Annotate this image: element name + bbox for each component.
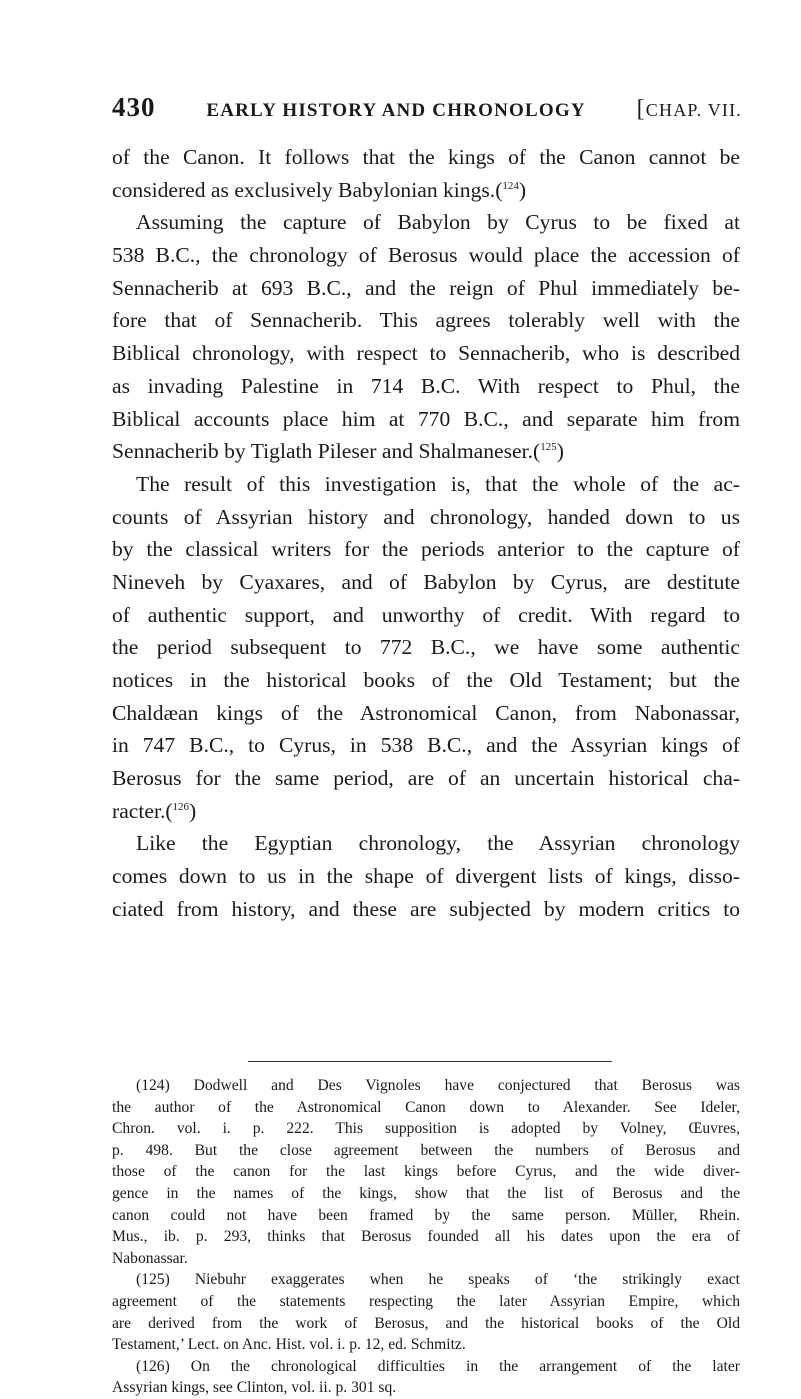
footnote-line: canon could not have been framed by the same person. Müller, Rhein. — [112, 1206, 740, 1224]
footnote-line: the author of the Astronomical Canon down to Alexander. See Ideler, — [112, 1098, 740, 1116]
running-title: EARLY HISTORY AND CHRONOLOGY — [206, 100, 586, 121]
footnote-line: p. 498. But the close agreement between the numbers of Berosus and — [112, 1141, 740, 1159]
page-number: 430 — [112, 92, 156, 122]
footnote-line: agreement of the statements respecting the later Assyrian Empire, which — [112, 1292, 740, 1310]
page-header — [112, 92, 742, 122]
text-line: Nineveh by Cyaxares, and of Babylon by Cyrus, are destitute — [112, 569, 740, 594]
footnote-line: (124) Dodwell and Des Vignoles have conjectured that Berosus was — [136, 1077, 740, 1094]
footnote-ref[interactable]: 125 — [540, 441, 557, 454]
footnote-ref[interactable]: 124 — [502, 179, 519, 192]
text-line: in 747 B.C., to Cyrus, in 538 B.C., and the Assyrian kings of — [112, 733, 740, 758]
body-text — [112, 141, 740, 926]
footnotes — [112, 1075, 740, 1399]
text-line: fore that of Sennacherib. This agrees tolerably well with the — [112, 308, 740, 333]
text-line: Biblical accounts place him at 770 B.C., and separate him from — [112, 406, 740, 431]
footnote-line: are derived from the work of Berosus, and the historical books of the Old — [112, 1314, 740, 1332]
chapter-label — [637, 96, 742, 123]
footnote-line: Testament,’ Lect. on Anc. Hist. vol. i. p. 12, ed. Schmitz. — [112, 1336, 466, 1354]
footnote-line: Nabonassar. — [112, 1249, 188, 1267]
footnote-line: Chron. vol. i. p. 222. This supposition is adopted by Volney, Œuvres, — [112, 1120, 740, 1138]
text-line: of authentic support, and unworthy of credit. With regard to — [112, 602, 740, 627]
text-line: Assuming the capture of Babylon by Cyrus to be fixed at — [136, 210, 740, 235]
text-line: 538 B.C., the chronology of Berosus would place the accession of — [112, 243, 740, 268]
chapter-text: CHAP. VII. — [645, 100, 742, 120]
footnote-ref[interactable]: 126 — [172, 800, 190, 813]
text-line: Biblical chronology, with respect to Sennacherib, who is described — [112, 341, 740, 366]
text-line: Berosus for the same period, are of an uncertain historical cha- — [112, 766, 740, 791]
text-line: Like the Egyptian chronology, the Assyrian chronology — [136, 831, 740, 856]
text-line: Chaldæan kings of the Astronomical Canon, from Nabonassar, — [112, 700, 740, 725]
chapter-bracket: [ — [636, 96, 646, 122]
footnote-divider — [248, 1061, 612, 1062]
footnote-line: gence in the names of the kings, show that the list of Berosus and the — [112, 1184, 740, 1202]
text-line: ciated from history, and these are subjected by modern critics to — [112, 896, 740, 921]
text-line: the period subsequent to 772 B.C., we have some authentic — [112, 635, 740, 660]
text-line: considered as exclusively Babylonian kings.($^{124}$) — [112, 177, 527, 202]
text-line: The result of this investigation is, that the whole of the ac- — [136, 471, 740, 496]
text-line: notices in the historical books of the Old Testament; but the — [112, 668, 740, 692]
text-line: of the Canon. It follows that the kings of the Canon cannot be — [112, 145, 740, 169]
text-line: comes down to us in the shape of divergent lists of kings, disso- — [112, 864, 740, 889]
text-line: Sennacherib at 693 B.C., and the reign of Phul immediately be- — [112, 275, 740, 300]
text-line: counts of Assyrian history and chronology, handed down to us — [112, 504, 740, 529]
footnote-line: Assyrian kings, see Clinton, vol. ii. p. 301 sq. — [112, 1379, 397, 1397]
text-line: racter.($^{126}$) — [112, 798, 197, 823]
footnote-line: Mus., ib. p. 293, thinks that Berosus founded all his dates upon the era of — [112, 1228, 740, 1246]
text-line: Sennacherib by Tiglath Pileser and Shalmaneser.($^{125}$) — [112, 439, 564, 464]
text-line: by the classical writers for the periods anterior to the capture of — [112, 537, 740, 562]
footnote-line: those of the canon for the last kings before Cyrus, and the wide diver- — [112, 1163, 740, 1181]
text-line: as invading Palestine in 714 B.C. With respect to Phul, the — [112, 373, 740, 398]
footnote-line: (125) Niebuhr exaggerates when he speaks of ‘the strikingly exact — [136, 1271, 740, 1289]
footnote-line: (126) On the chronological difficulties in the arrangement of the later — [136, 1357, 740, 1375]
